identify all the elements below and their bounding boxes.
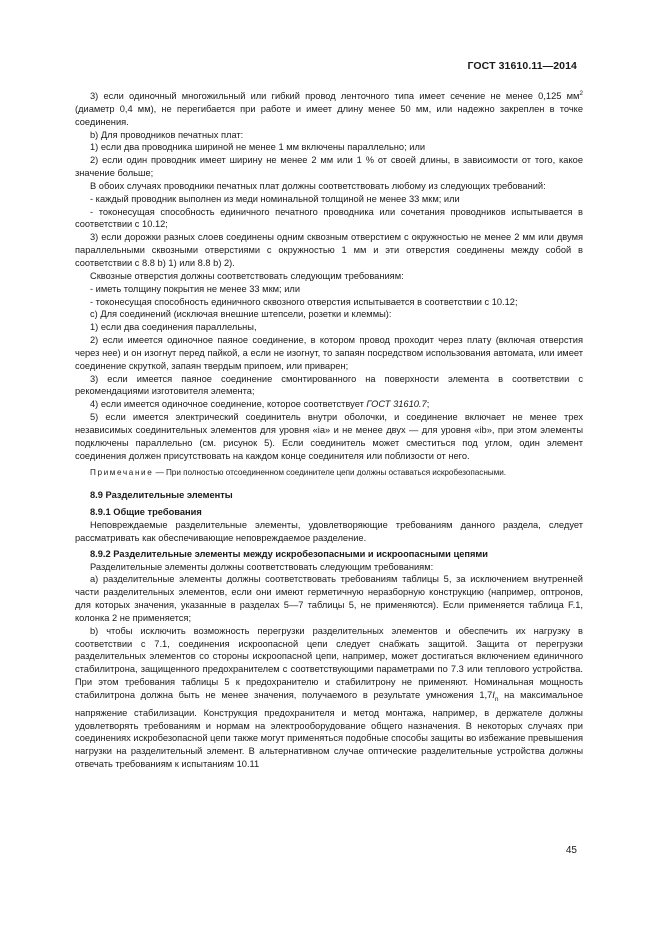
paragraph: 1) если два проводника шириной не менее 1 мм включены параллельно; или [90,142,426,153]
paragraph [75,398,583,411]
paragraph: - токонесущая способность единичного печатного проводника или сочетания проводников испытывается в соответствии с 10.12; [75,206,583,230]
paragraph: 3) если имеется паяное соединение смонтированного на поверхности элемента в соответствии с рекомендациями изготовителя элемента; [75,373,583,397]
text-span: (диаметр 0,4 мм), не перегибается при работе и имеет длину менее 50 мм, или надежно закреплен в точке соединения. [75,103,583,127]
paragraph: 5) если имеется электрический соединитель внутри оболочки, и соединение включает не менее трех независимых соединительных элементов для уровня «ia» и не менее двух — для уровня «ib», при этом элементы подключены параллельно (см. рисунок 5). Если соединитель может сместиться под углом, один элемент соединения должен присутствовать на каждом конце соединителя или поблизости от него. [75,412,583,461]
paragraph: - каждый проводник выполнен из меди номинальной толщиной не менее 33 мкм; или [90,193,460,204]
document-header: ГОСТ 31610.11—2014 [467,60,577,72]
subscript: n [494,695,499,703]
paragraph [75,90,583,129]
page-number: 45 [565,845,577,856]
paragraph: В обоих случаях проводники печатных плат должны соответствовать любому из следующих требований: [90,180,546,191]
paragraph: 1) если два соединения параллельны, [90,322,257,333]
body-text [75,90,583,771]
paragraph: - токонесущая способность единичного сквозного отверстия испытывается в соответствии с 10.12; [90,296,518,307]
paragraph: b) Для проводников печатных плат: [90,129,244,140]
paragraph: c) Для соединений (исключая внешние штепсели, розетки и клеммы): [90,309,392,320]
note [75,467,583,480]
paragraph: - иметь толщину покрытия не менее 33 мкм; или [90,283,301,294]
paragraph: 2) если один проводник имеет ширину не менее 2 мм или 1 % от своей длины, в зависимости от того, какое значение больше; [75,155,583,179]
paragraph: 2) если имеется одиночное паяное соединение, в котором провод проходит через плату (включая отверстия через нее) и он изогнут перед пайкой, а если не изогнут, то запаян посредством использования автомата, или имеет соединение скруткой, запаян твердым припоем, или приварен; [75,335,583,371]
paragraph: 3) если дорожки разных слоев соединены одним сквозным отверстием с окружностью не менее 2 мм или двумя параллельными сквозными отверстиями с окружностью 1 мм и эти отверстия соединены между собой в соответствии с 8.8 b) 1) или 8.8 b) 2). [75,232,583,268]
subsection-heading: 8.9.1 Общие требования [90,507,202,518]
section-heading: 8.9 Разделительные элементы [90,490,233,501]
superscript: 2 [579,89,583,97]
standard-reference: ГОСТ 31610.7 [366,399,427,410]
paragraph: Неповреждаемые разделительные элементы, удовлетворяющие требованиям данного раздела, следует рассматривать как обеспечивающие неповреждаемое разделение. [75,520,583,543]
text-span: 4) если имеется одиночное соединение, которое соответствует [90,399,367,410]
subsection-heading: 8.9.2 Разделительные элементы между искробезопасными и искроопасными цепями [90,548,488,559]
note-label: Примечание [90,468,154,478]
note-text: — При полностью отсоединенном соединителе цепи должны оставаться искробезопасными. [153,468,506,478]
text-span: ; [426,399,430,410]
paragraph [75,625,583,771]
text-span: b) чтобы исключить возможность перегрузки разделительных элементов и обеспечить их нагрузку в соответствии с 7.1, соединения искроопасной цепи следует снабжать защитой. Защита от перегрузки разделительных элементов со стороны искроопасной цепи, например, может достигаться включением единичного стабилитрона, защищенного предохранителем с соответствующими параметрами по 7.3 или теплового устройства. При этом требования таблицы 5 к предохранителю и стабилитрону не применяют. Номинальная мощность стабилитрона должна быть не менее значения, получаемого в результате умножения 1,7 [75,625,583,700]
paragraph: a) разделительные элементы должны соответствовать требованиям таблицы 5, за исключением внутренней части разделительных элементов, если они имеют герметичную неразборную конструкцию (например, оптронов, для которых значения, указанные в разделах 5—7 таблицы 5, не применяются). Если применяется таблица F.1, колонка 2 не применяется; [75,574,583,623]
paragraph: Разделительные элементы должны соответствовать следующим требованиям: [90,561,434,572]
math-symbol: I [492,689,495,700]
paragraph: Сквозные отверстия должны соответствовать следующим требованиям: [90,270,404,281]
text-span: на максимальное напряжение стабилизации. Конструкция предохранителя и метод монтажа, например, в держателе должны удовлетворять требованиям и нормам на электрооборудование общего назначения. В некоторых случаях при соединениях искробезопасной цепи также могут применяться подобные способы защиты во избежание превышения нагрузки на разделительный элемент. В альтернативном случае оптические разделительные устройства должны отвечать требованиям к испытаниям 10.11 [75,689,584,770]
text-span: 3) если одиночный многожильный или гибкий провод ленточного типа имеет сечение не менее 0,125 мм [90,91,580,101]
